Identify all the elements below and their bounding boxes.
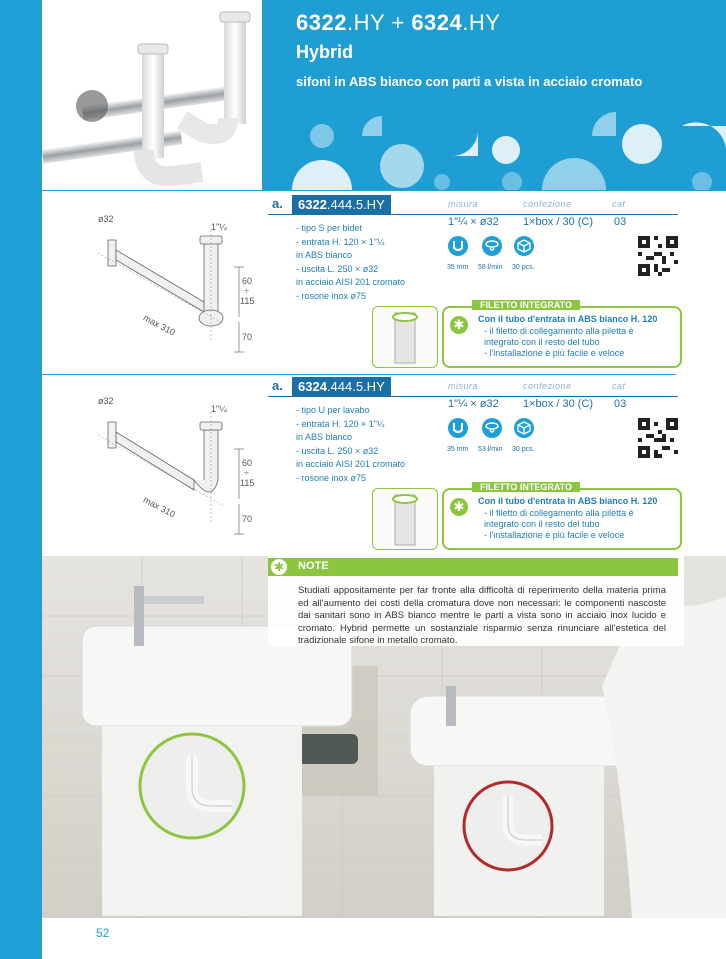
- product-letter: a.: [272, 196, 283, 211]
- spec-item: - rosone inox ø75: [296, 472, 367, 483]
- spec-list: [296, 222, 405, 303]
- page-number: 52: [96, 926, 110, 940]
- spec-item: - tipo U per lavabo: [296, 405, 370, 415]
- spec-item: in acciaio AISI 201 cromato: [296, 459, 406, 469]
- spec-item: - entrata H. 120 × 1"¼: [296, 418, 385, 429]
- cat-value: 03: [614, 216, 627, 228]
- technical-drawing: [94, 394, 274, 544]
- dim-label: 70: [242, 332, 253, 342]
- dim-label: 115: [240, 296, 255, 306]
- spec-item: in acciaio AISI 201 cromato: [296, 277, 406, 287]
- filetto-line: - il filetto di collegamento alla piletta è: [484, 326, 634, 336]
- col-header-cat: cat: [612, 381, 626, 391]
- dim-label: ø32: [98, 214, 114, 224]
- note-header-bar: [268, 558, 678, 576]
- sidebar-stripe: [0, 0, 42, 959]
- note-title: NOTE: [298, 560, 329, 572]
- spec-item: - tipo S per bidet: [296, 223, 363, 233]
- filetto-line: integrato con il resto del tubo: [484, 337, 600, 347]
- asterisk-icon: ✱: [450, 498, 468, 516]
- product-letter: a.: [272, 378, 283, 393]
- filetto-lead: Con il tubo d'entrata in ABS bianco H. 120: [478, 496, 658, 506]
- dim-label: 70: [242, 514, 253, 524]
- row-divider: [42, 374, 676, 375]
- dim-label: ø32: [98, 396, 114, 406]
- header-product-image: [42, 0, 262, 190]
- spec-item: - uscita L. 250 × ø32: [296, 263, 379, 274]
- dim-label: 60: [242, 276, 253, 286]
- icon-label: 30 pcs.: [512, 446, 535, 453]
- spec-item: - rosone inox ø75: [296, 290, 367, 301]
- filetto-line: - l'installazione è più facile e veloce: [484, 348, 625, 358]
- filetto-line: - il filetto di collegamento alla piletta è: [484, 508, 634, 518]
- page-title-codes: 6322.HY + 6324.HY: [296, 10, 501, 35]
- icon-label: 53 l/min: [478, 446, 503, 453]
- filetto-thumbnail: [372, 488, 438, 550]
- filetto-line: integrato con il resto del tubo: [484, 519, 600, 529]
- dim-label: ÷: [244, 286, 249, 296]
- row-underline: [268, 396, 678, 397]
- spec-item: in ABS bianco: [296, 250, 353, 260]
- siphon-diameter-icon: [448, 236, 468, 256]
- filetto-header: FILETTO INTEGRATO: [472, 300, 580, 310]
- flow-rate-icon: [482, 236, 502, 256]
- spec-item: in ABS bianco: [296, 432, 353, 442]
- package-icon: [514, 418, 534, 438]
- filetto-box: [442, 482, 682, 550]
- package-icon: [514, 236, 534, 256]
- spec-item: - uscita L. 250 × ø32: [296, 445, 379, 456]
- product-row-1: [42, 194, 726, 372]
- qr-code-icon[interactable]: [638, 236, 678, 276]
- product-code: 6324.444.5.HY: [292, 377, 391, 396]
- cat-value: 03: [614, 398, 627, 410]
- filetto-box: [442, 300, 682, 368]
- confezione-value: 1×box / 30 (C): [523, 398, 594, 410]
- technical-drawing: [94, 212, 274, 362]
- col-header-confezione: confezione: [523, 199, 572, 209]
- dim-label: 115: [240, 478, 255, 488]
- dim-label: 60: [242, 458, 253, 468]
- filetto-line: - l'installazione è più facile e veloce: [484, 530, 625, 540]
- decorative-pattern: [262, 96, 726, 190]
- filetto-thumbnail: [372, 306, 438, 368]
- misura-value: 1"¼ × ø32: [448, 216, 499, 228]
- siphon-diameter-icon: [448, 418, 468, 438]
- dim-label: max 310: [141, 312, 177, 338]
- icon-label: 35 mm: [447, 264, 469, 271]
- header-divider: [42, 190, 726, 191]
- filetto-lead: Con il tubo d'entrata in ABS bianco H. 120: [478, 314, 658, 324]
- spec-item: - entrata H. 120 × 1"¼: [296, 236, 385, 247]
- icon-label: 35 mm: [447, 446, 469, 453]
- col-header-cat: cat: [612, 199, 626, 209]
- confezione-value: 1×box / 30 (C): [523, 216, 594, 228]
- product-description: sifoni in ABS bianco con parti a vista in acciaio cromato: [296, 74, 643, 89]
- filetto-header: FILETTO INTEGRATO: [472, 482, 580, 492]
- asterisk-icon: ✱: [271, 559, 287, 575]
- footer: [42, 918, 726, 959]
- dim-label: max 310: [141, 494, 177, 520]
- col-header-misura: misura: [448, 381, 479, 391]
- asterisk-icon: ✱: [450, 316, 468, 334]
- dim-label: 1"¼: [211, 222, 227, 232]
- product-code: 6322.444.5.HY: [292, 195, 391, 214]
- product-row-2: [42, 376, 726, 554]
- spec-list: [296, 404, 405, 485]
- icon-label: 58 l/min: [478, 264, 503, 271]
- misura-value: 1"¼ × ø32: [448, 398, 499, 410]
- note-text: Studiati appositamente per far fronte alla difficoltà di reperimento della materia prima ed all'aumento dei costi della cromatura dove non necessari: le componenti nascoste dai sanitari sono in ABS bianco mentre le parti a vista sono in acciaio inox lucido e cromato. Hybrid permette un sostanziale risparmio senza rinunciare all'estetica del tradizionale sifone in metallo cromato.: [298, 585, 666, 646]
- product-name: Hybrid: [296, 42, 354, 62]
- col-header-misura: misura: [448, 199, 479, 209]
- row-underline: [268, 214, 678, 215]
- qr-code-icon[interactable]: [638, 418, 678, 458]
- dim-label: ÷: [244, 468, 249, 478]
- icon-label: 30 pcs.: [512, 264, 535, 271]
- flow-rate-icon: [482, 418, 502, 438]
- dim-label: 1"¼: [211, 404, 227, 414]
- col-header-confezione: confezione: [523, 381, 572, 391]
